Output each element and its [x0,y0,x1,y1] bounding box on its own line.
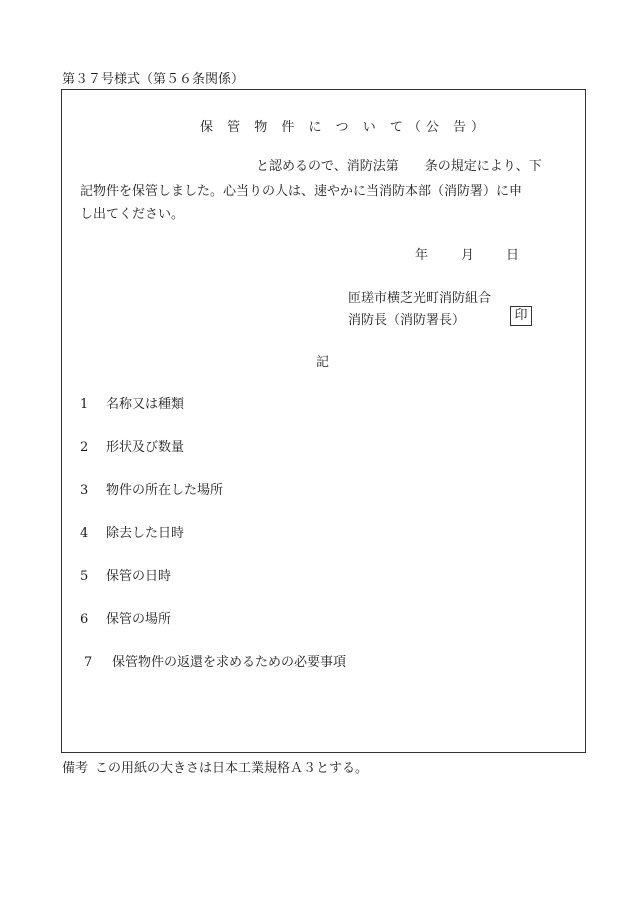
item-number: 6 [80,612,89,627]
item-label: 除去した日時 [106,526,185,541]
list-item [80,393,184,412]
issuer-title: 消防長（消防署長） [348,313,466,328]
item-label: 名称又は種類 [106,397,185,412]
date-day-label: 日 [506,248,520,263]
item-number: 2 [80,440,89,455]
ki-heading: 記 [316,355,330,370]
date-year-label: 年 [415,248,429,263]
list-item [80,565,171,584]
issuer-organization: 匝瑳市横芝光町消防組合 [348,291,492,306]
body-text-line-3: し出てください。 [80,207,185,222]
item-label: 保管物件の返還を求めるための必要事項 [112,655,347,670]
date-month-label: 月 [461,248,475,263]
item-label: 物件の所在した場所 [106,483,224,498]
item-label: 保管の日時 [106,569,172,584]
remark-note [62,757,368,776]
item-number: 4 [80,526,89,541]
item-number: 1 [80,397,89,412]
item-number: 7 [84,655,93,670]
body-text-line-1: と認めるので、消防法第 条の規定により、下 [256,159,542,174]
document-title: 保 管 物 件 に つ い て（公 告） [200,120,490,135]
list-item [80,522,184,541]
item-number: 5 [80,569,89,584]
item-label: 保管の場所 [106,612,172,627]
list-item [80,479,223,498]
form-number: 第３７号様式（第５６条関係） [62,72,245,87]
list-item [80,608,171,627]
list-item [80,436,184,455]
seal-box: 印 [510,306,532,326]
body-text-line-2: 記物件を保管しました。心当りの人は、速やかに当消防本部（消防署）に申 [80,184,523,199]
item-number: 3 [80,483,89,498]
list-item [84,651,346,670]
remark-text: この用紙の大きさは日本工業規格Ａ３とする。 [95,761,369,776]
remark-label: 備考 [62,761,89,776]
item-label: 形状及び数量 [106,440,185,455]
